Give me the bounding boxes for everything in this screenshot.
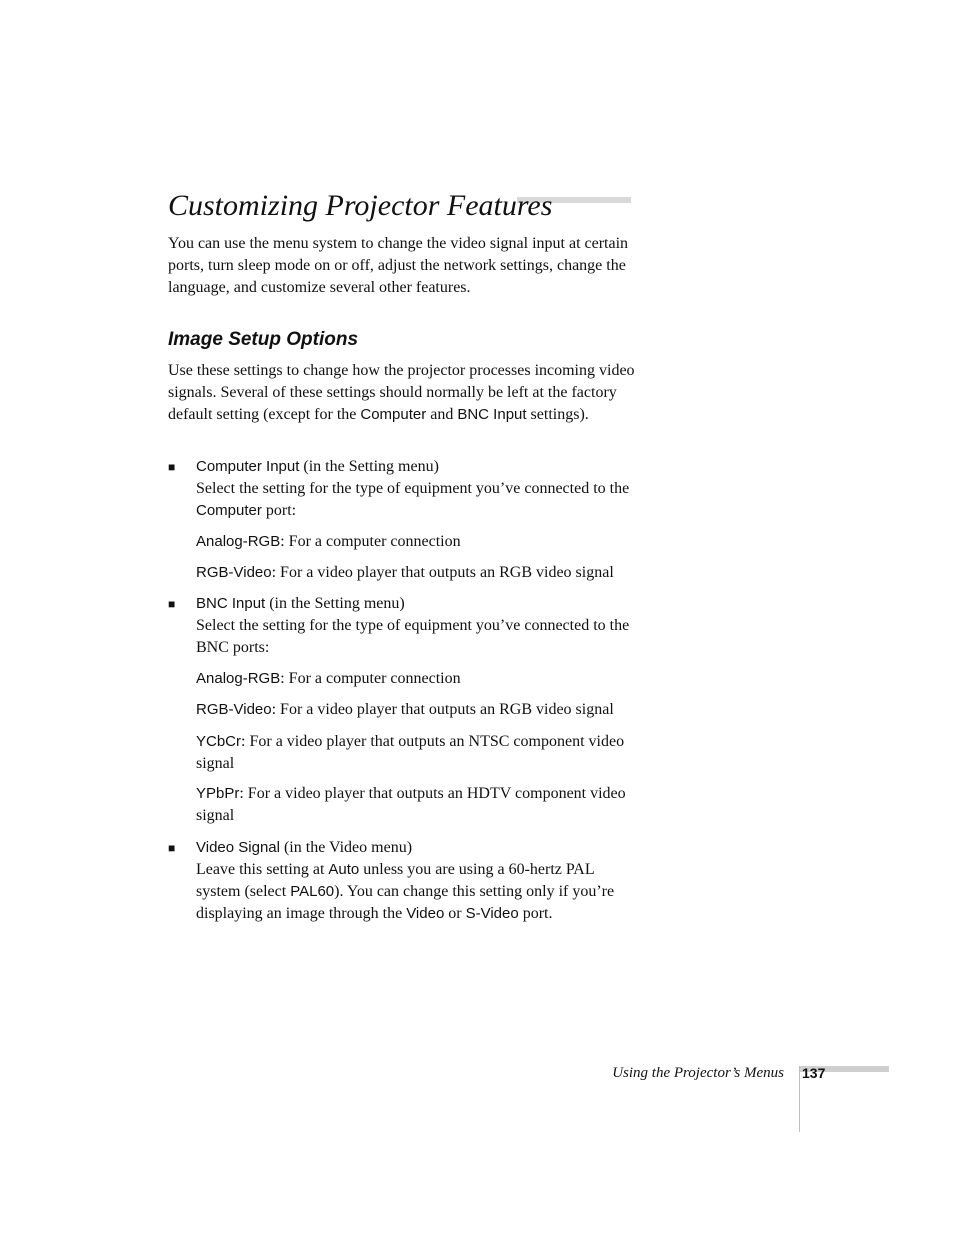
video-signal-item: Video Signal (in the Video menu) Leave this setting at Auto unless you are using a 60-hertz PAL system (select PAL60). You can change this setting only if you’re displaying an image through the Video or S-Video port.	[196, 839, 615, 922]
bnc-input-option-ypbpr: YPbPr: For a video player that outputs an HDTV component video signal	[196, 785, 626, 824]
footer-running-title: Using the Projector’s Menus	[612, 1065, 784, 1081]
setting-name: BNC Input	[196, 595, 266, 612]
computer-input-item: Computer Input (in the Setting menu) Select the setting for the type of equipment you’ve connected to the Computer port:	[196, 458, 630, 519]
bullet-icon: ■	[168, 597, 176, 611]
page-title: Customizing Projector Features	[168, 189, 553, 222]
intro-paragraph: You can use the menu system to change the video signal input at certain ports, turn sleep mode on or off, adjust the network settings, change the language, and customize several other features.	[168, 235, 629, 296]
ui-term-computer: Computer	[360, 406, 427, 423]
bnc-input-item: BNC Input (in the Setting menu) Select the setting for the type of equipment you’ve connected to the BNC ports:	[196, 595, 630, 656]
ui-term-bnc-input: BNC Input	[457, 406, 527, 423]
bnc-input-option-ycbcr: YCbCr: For a video player that outputs an NTSC component video signal	[196, 733, 625, 772]
ui-term: Computer	[196, 502, 262, 519]
bnc-input-option-analog-rgb: Analog-RGB: For a computer connection	[196, 670, 461, 687]
bullet-icon: ■	[168, 841, 176, 855]
setting-name: Computer Input	[196, 458, 300, 475]
computer-input-option-rgb-video: RGB-Video: For a video player that outputs an RGB video signal	[196, 564, 614, 581]
bullet-icon: ■	[168, 460, 176, 474]
section-heading: Image Setup Options	[168, 329, 359, 350]
footer-divider	[799, 1066, 800, 1132]
section-intro-paragraph: Use these settings to change how the projector processes incoming video signals. Several of these settings should normally be left at the factory default setting (except for the Computer and BNC Input settings).	[168, 362, 635, 423]
page-number: 137	[802, 1065, 826, 1081]
computer-input-option-analog-rgb: Analog-RGB: For a computer connection	[196, 533, 461, 550]
setting-name: Video Signal	[196, 839, 280, 856]
bnc-input-option-rgb-video: RGB-Video: For a video player that outputs an RGB video signal	[196, 701, 614, 718]
